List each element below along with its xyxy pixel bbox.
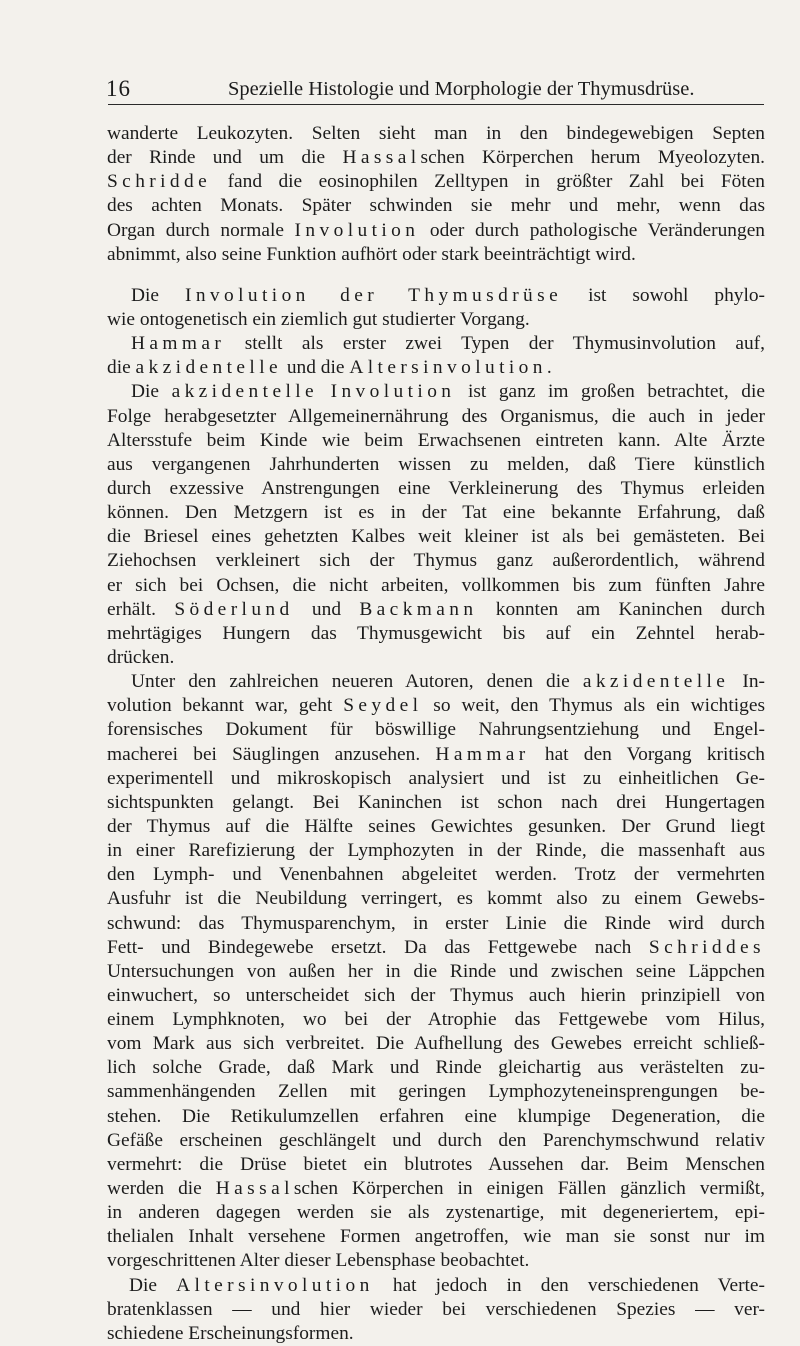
- paragraph: [107, 380, 765, 670]
- paragraph: [107, 1274, 765, 1346]
- text-line: den Lymph- und Venenbahnen abgeleitet werden. Trotz der vermehrten: [107, 864, 765, 886]
- paragraph: [107, 332, 765, 380]
- text-line: drücken.: [107, 646, 175, 668]
- paragraph-gap: [107, 267, 765, 284]
- spaced-term: akzidentelle: [171, 381, 319, 403]
- spaced-term: Hammar: [131, 333, 226, 355]
- text-line: Die akzidentelle Involution ist ganz im großen betrachtet, die: [131, 381, 765, 403]
- text-line: die Briesel eines gehetzten Kalbes weit kleiner ist als bei gemästeten. Bei: [107, 526, 765, 548]
- spaced-term: Involution der Thymusdrüse: [184, 284, 563, 306]
- text-line: experimentell und mikroskopisch analysiert und ist zu einheitlichen Ge-: [107, 767, 765, 789]
- text-line: einem Lymphknoten, wo bei der Atrophie das Fettgewebe vom Hilus,: [107, 1009, 765, 1031]
- text-line: bratenklassen — und hier wieder bei verschiedenen Spezies — ver-: [107, 1298, 765, 1320]
- spaced-term: Hammar: [435, 743, 530, 765]
- text-line: Unter den zahlreichen neueren Autoren, denen die akzidentelle In-: [131, 671, 765, 693]
- text-line: Hammar stellt als erster zwei Typen der Thymusinvolution auf,: [131, 333, 765, 355]
- spaced-term: Schridde: [107, 171, 212, 193]
- text-line: mehrtägiges Hungern das Thymusgewicht bis auf ein Zehntel herab-: [107, 622, 765, 644]
- paragraph: [107, 122, 765, 267]
- text-line: des achten Monats. Später schwinden sie mehr und mehr, wenn das: [107, 195, 765, 217]
- page-header: [106, 76, 766, 106]
- text-line: Altersstufe beim Kinde wie beim Erwachsenen eintreten kann. Alte Ärzte: [107, 429, 765, 451]
- paragraph: [107, 284, 765, 332]
- text-line: abnimmt, also seine Funktion aufhört oder stark beeinträchtigt wird.: [107, 243, 636, 265]
- spaced-term: akzidentelle: [582, 671, 730, 693]
- text-line: sichtspunkten gelangt. Bei Kaninchen ist schon nach drei Hungertagen: [107, 791, 765, 813]
- text-line: Die Altersinvolution hat jedoch in den verschiedenen Verte-: [129, 1274, 765, 1296]
- spaced-term: Altersinvolution: [176, 1274, 374, 1296]
- text-line: Ziehochsen verkleinert sich der Thymus ganz außerordentlich, während: [107, 550, 765, 572]
- text-line: schwund: das Thymusparenchym, in erster Linie die Rinde wird durch: [107, 912, 765, 934]
- text-line: Folge herabgesetzter Allgemeinernährung des Organismus, die auch in jeder: [107, 405, 765, 427]
- body-text: [107, 122, 765, 1346]
- text-line: Untersuchungen von außen her in die Rinde und zwischen seine Läppchen: [107, 960, 765, 982]
- spaced-term: Involution: [330, 381, 456, 403]
- text-line: Fett- und Bindegewebe ersetzt. Da das Fettgewebe nach Schriddes: [107, 936, 765, 958]
- text-line: er sich bei Ochsen, die nicht arbeiten, vollkommen bis zum fünften Jahre: [107, 574, 765, 596]
- paragraph: [107, 670, 765, 1274]
- text-line: stehen. Die Retikulumzellen erfahren eine klumpige Degeneration, die: [107, 1105, 765, 1127]
- text-line: die akzidentelle und die Altersinvolution.: [107, 357, 552, 379]
- text-line: schiedene Erscheinungsformen.: [107, 1322, 354, 1344]
- spaced-term: Schriddes: [648, 936, 765, 958]
- text-line: in anderen dagegen werden sie als zystenartige, mit degeneriertem, epi-: [107, 1202, 765, 1224]
- text-line: durch exzessive Anstrengungen eine Verkleinerung des Thymus erleiden: [107, 477, 765, 499]
- text-line: forensisches Dokument für böswillige Nahrungsentziehung und Engel-: [107, 719, 765, 741]
- spaced-term: Hassal: [215, 1178, 294, 1200]
- text-line: sammenhängenden Zellen mit geringen Lymphozyteneinsprengungen be-: [107, 1081, 765, 1103]
- text-line: volution bekannt war, geht Seydel so weit, den Thymus als ein wichtiges: [107, 695, 765, 717]
- text-line: Ausfuhr ist die Neubildung verringert, es kommt also zu einem Gewebs-: [107, 888, 765, 910]
- text-line: in einer Rarefizierung der Lymphozyten in der Rinde, die massenhaft aus: [107, 840, 765, 862]
- text-line: werden die Hassalschen Körperchen in einigen Fällen gänzlich vermißt,: [107, 1178, 766, 1200]
- text-line: macherei bei Säuglingen anzusehen. Hammar hat den Vorgang kritisch: [107, 743, 765, 765]
- text-line: vorgeschrittenen Alter dieser Lebensphase beobachtet.: [107, 1250, 530, 1272]
- text-line: vermehrt: die Drüse bietet ein blutrotes Aussehen dar. Beim Menschen: [107, 1153, 765, 1175]
- text-line: der Thymus auf die Hälfte seines Gewichtes gesunken. Der Grund liegt: [107, 815, 765, 837]
- spaced-term: Seydel: [343, 695, 423, 717]
- text-line: lich solche Grade, daß Mark und Rinde gleichartig aus verästelten zu-: [107, 1057, 765, 1079]
- text-line: Organ durch normale Involution oder durch pathologische Veränderungen: [107, 219, 765, 241]
- text-line: wie ontogenetisch ein ziemlich gut studierter Vorgang.: [107, 308, 530, 330]
- spaced-term: akzidentelle: [135, 357, 283, 379]
- text-line: erhält. Söderlund und Backmann konnten am Kaninchen durch: [107, 598, 766, 620]
- text-line: einwuchert, so unterscheidet sich der Thymus auch hierin prinzipiell von: [107, 984, 765, 1006]
- spaced-term: Altersinvolution: [349, 357, 547, 379]
- text-line: Schridde fand die eosinophilen Zelltypen in größter Zahl bei Föten: [107, 171, 765, 193]
- text-line: Die Involution der Thymusdrüse ist sowohl phylo-: [131, 284, 766, 306]
- running-title: Spezielle Histologie und Morphologie der Thymusdrüse.: [228, 78, 695, 100]
- spaced-term: Söderlund: [174, 598, 294, 620]
- text-line: können. Den Metzgern ist es in der Tat eine bekannte Erfahrung, daß: [107, 502, 765, 524]
- spaced-term: Backmann: [359, 598, 478, 620]
- header-rule: [108, 104, 764, 105]
- page-number: 16: [106, 76, 131, 101]
- spaced-term: Involution: [294, 219, 420, 241]
- text-line: Gefäße erscheinen geschlängelt und durch den Parenchymschwund relativ: [107, 1129, 765, 1151]
- text-line: wanderte Leukozyten. Selten sieht man in den bindegewebigen Septen: [107, 123, 765, 144]
- text-line: thelialen Inhalt versehene Formen angetroffen, wie man sie sonst nur im: [107, 1226, 765, 1248]
- spaced-term: Hassal: [342, 147, 421, 169]
- text-line: aus vergangenen Jahrhunderten wissen zu melden, daß Tiere künstlich: [107, 453, 765, 475]
- text-line: der Rinde und um die Hassalschen Körperchen herum Myeolozyten.: [107, 147, 765, 169]
- text-line: vom Mark aus sich verbreitet. Die Aufhellung des Gewebes erreicht schließ-: [107, 1033, 765, 1055]
